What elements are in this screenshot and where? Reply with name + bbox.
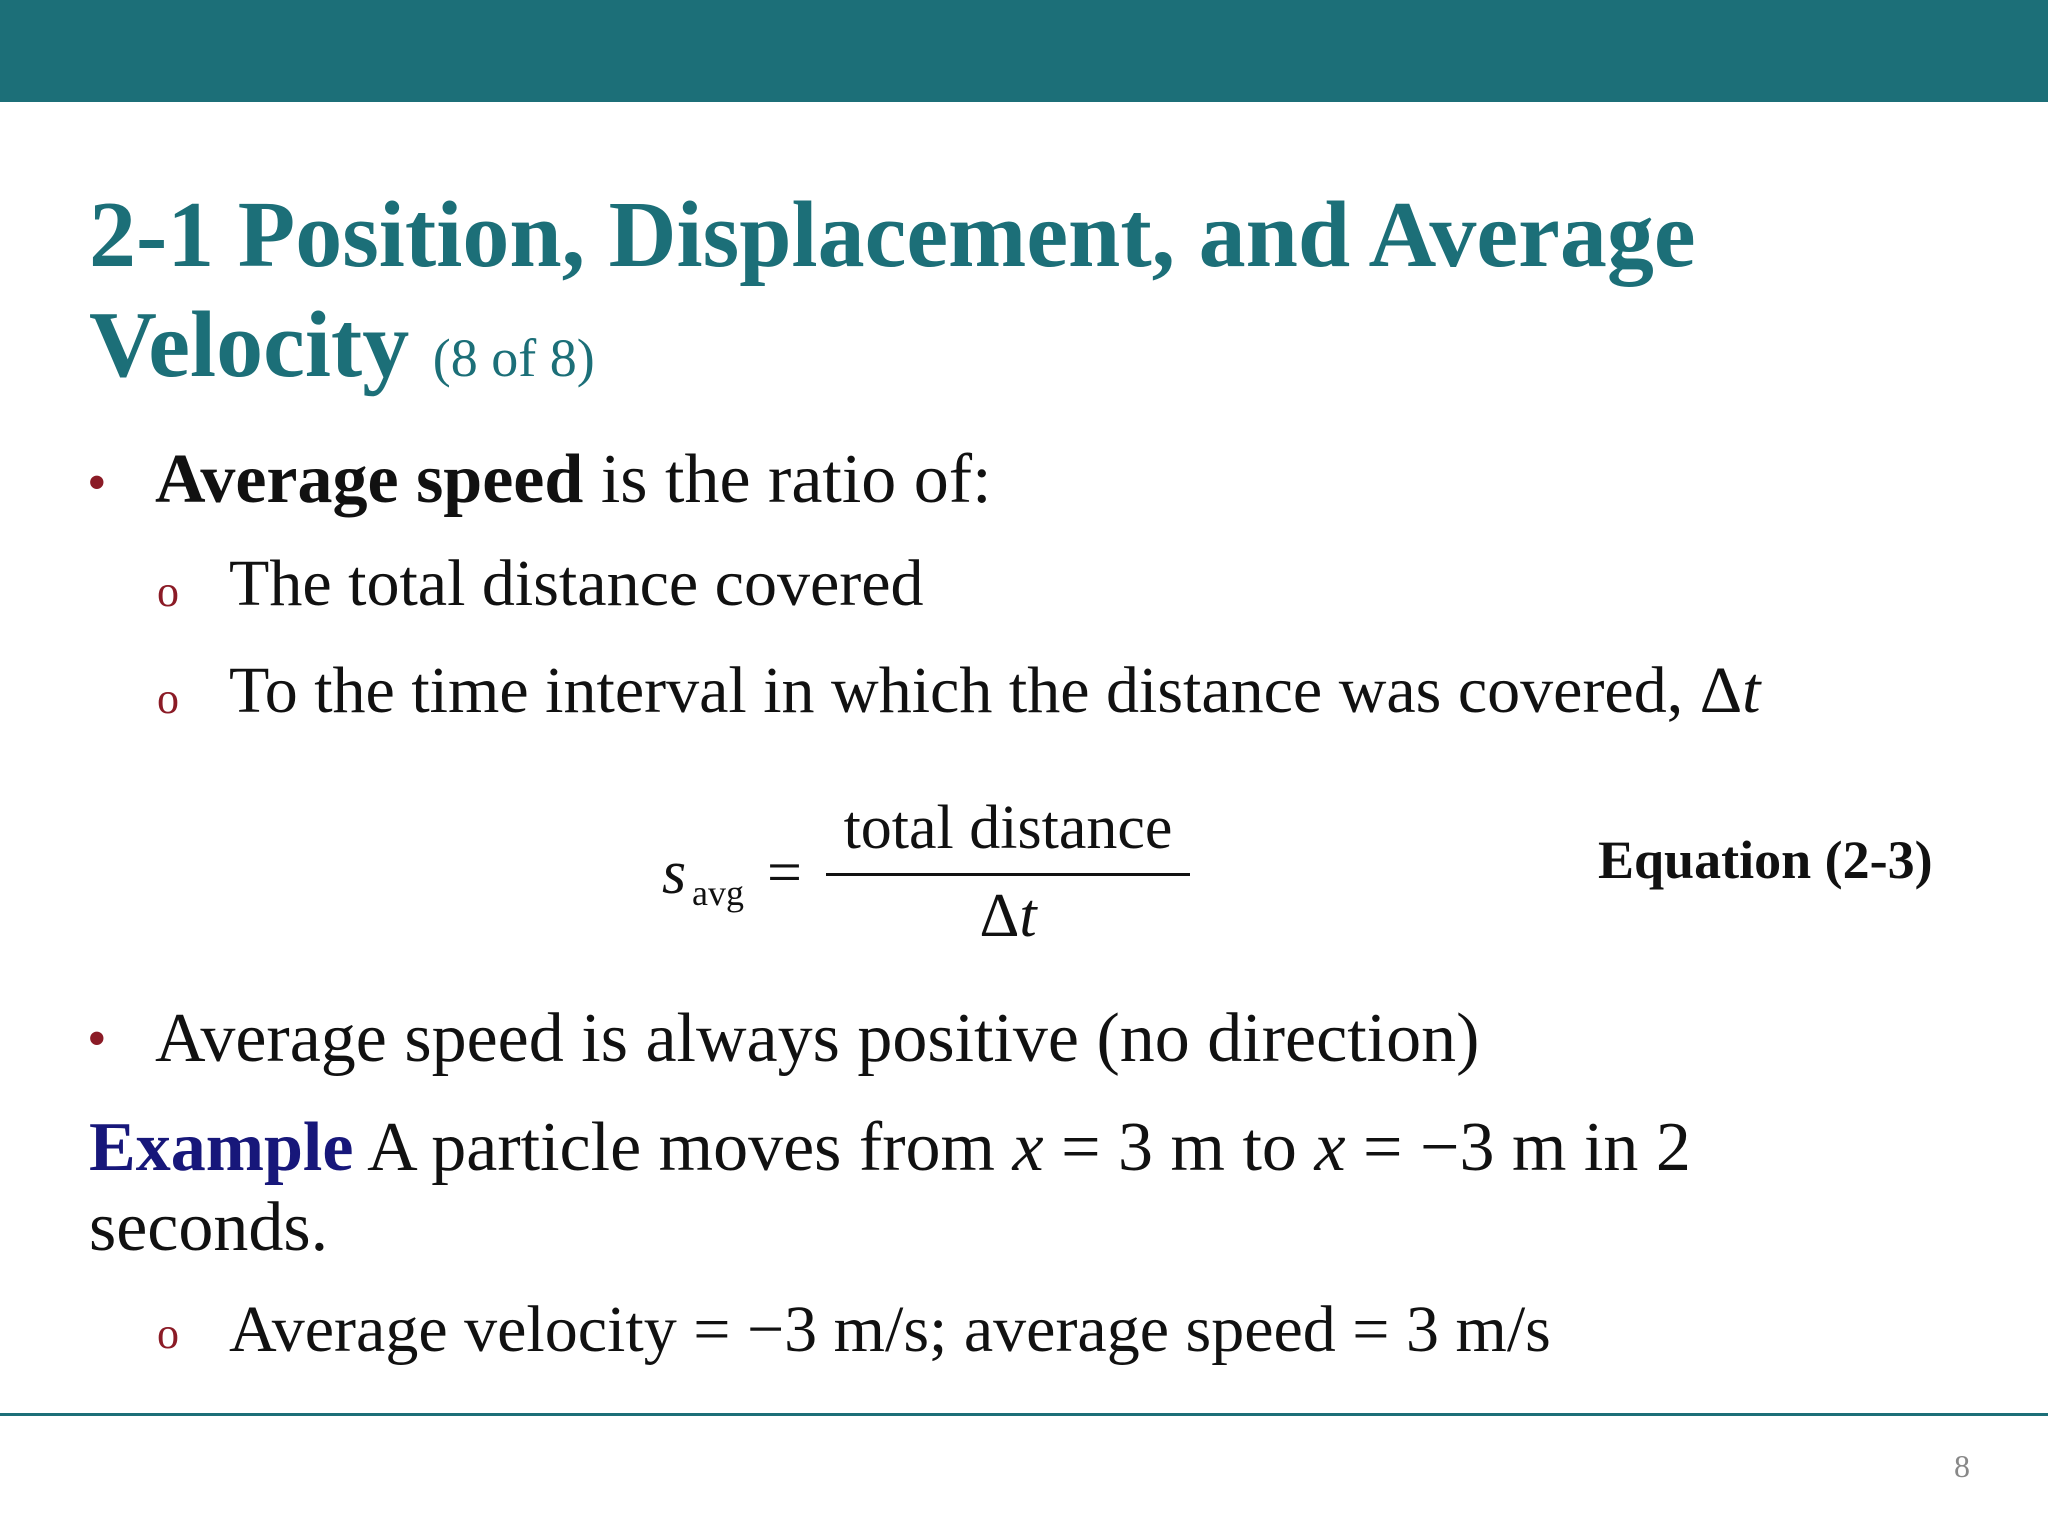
page-number: 8 [1954,1448,1970,1484]
bullet-1-text [155,440,992,520]
sub-bullet-marker-2: o [157,674,179,723]
average-speed-equation [660,788,1200,968]
example-variable-2: x [1314,1109,1346,1186]
equation-numerator: total distance [843,794,1173,862]
title-slide-count: (8 of 8) [432,328,595,388]
sub-bullet-marker-3: o [157,1309,179,1358]
equation-lhs-variable: s [662,839,687,907]
sub-bullet-3-text: Average velocity = −3 m/s; average speed = 3 m/s [229,1293,1551,1366]
slide-title [89,180,1989,413]
bullet-marker-1: • [87,452,107,514]
equation-lhs-subscript: avg [692,873,744,913]
bullet-marker-2: • [87,1008,107,1070]
bullet-1-rest: is the ratio of: [583,441,992,518]
equation-denominator [826,876,1190,956]
sub-bullet-1-text: The total distance covered [229,547,924,620]
example-line-2: seconds. [89,1189,329,1266]
example-text-part-3: = −3 m in 2 [1345,1109,1691,1186]
example-line [89,1108,1691,1188]
equation-label: Equation (2-3) [1598,830,1933,890]
equation-denominator-delta: Δ [979,882,1020,950]
example-text-part-1: A particle moves from [353,1109,1013,1186]
sub-bullet-2-variable: t [1742,654,1761,727]
sub-bullet-marker-1: o [157,567,179,616]
title-main: 2-1 Position, Displacement, and Average Velocity [89,183,1696,397]
header-bar [0,0,2048,102]
sub-bullet-2-text [229,653,1761,729]
equation-equals-sign: = [767,839,802,907]
bullet-2-text: Average speed is always positive (no direction) [155,1000,1480,1077]
sub-bullet-2-main: To the time interval in which the distance was covered, Δ [229,654,1743,727]
average-speed-term: Average speed [155,441,584,518]
example-label: Example [89,1109,354,1186]
example-variable-1: x [1012,1109,1044,1186]
equation-denominator-variable: t [1019,882,1037,950]
footer-rule [0,1413,2048,1416]
example-text-part-2: = 3 m to [1043,1109,1315,1186]
